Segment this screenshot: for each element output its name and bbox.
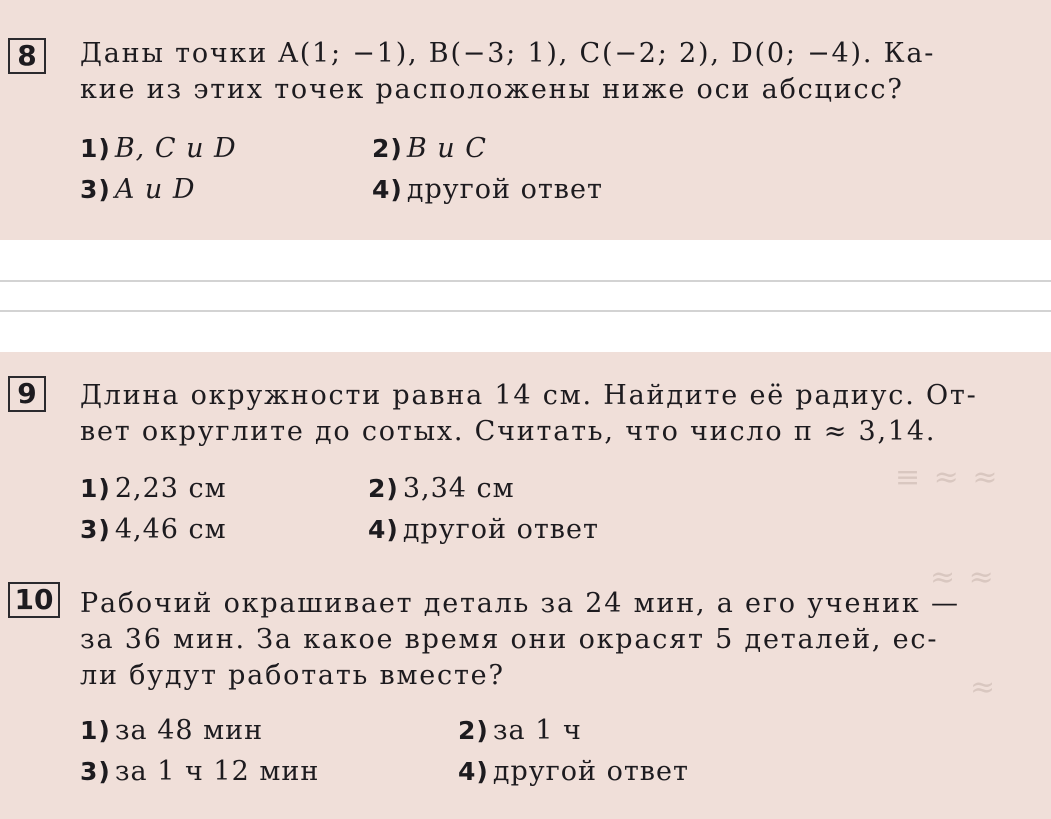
problem-10-stem-line-2: за 36 мин. За какое время они окрасят 5 деталей, ес-: [80, 624, 939, 655]
problem-9-option-2: [368, 468, 515, 509]
problem-9-stem: [80, 378, 978, 450]
option-text: другой ответ: [406, 174, 603, 205]
option-number: 1): [80, 134, 111, 163]
problem-8-number-box: [8, 38, 46, 74]
option-text: B и C: [406, 133, 487, 164]
problem-8-stem-line-2: кие из этих точек расположены ниже оси абсцисс?: [80, 74, 904, 105]
option-text: 2,23 см: [114, 473, 227, 504]
bleed-through-text: ≈: [970, 670, 998, 705]
option-text: за 1 ч 12 мин: [114, 756, 320, 787]
option-text: за 1 ч: [492, 715, 582, 746]
option-number: 3): [80, 175, 111, 204]
option-number: 3): [80, 757, 111, 786]
problem-8-option-3: [80, 169, 196, 210]
option-number: 3): [80, 515, 111, 544]
problem-9-number-box: [8, 376, 46, 412]
problem-9-option-4: [368, 509, 599, 550]
separator-line: [0, 310, 1051, 312]
option-number: 2): [372, 134, 403, 163]
problem-10-option-4: [458, 751, 689, 792]
problem-9-number: 9: [17, 377, 37, 410]
problem-10-number-box: [8, 582, 60, 618]
bleed-through-text: ≈ ≈: [930, 560, 996, 595]
option-text: 4,46 см: [114, 514, 227, 545]
scan-fragment-bottom: [0, 352, 1051, 819]
problem-10-option-2: [458, 710, 582, 751]
option-text: A и D: [114, 174, 196, 205]
problem-8-stem: [80, 36, 935, 108]
option-text: другой ответ: [402, 514, 599, 545]
problem-8-option-2: [372, 128, 487, 169]
problem-10-stem-line-1: Рабочий окрашивает деталь за 24 мин, а его ученик —: [80, 588, 960, 619]
scan-fragment-top: [0, 0, 1051, 240]
problem-8-number: 8: [17, 39, 37, 72]
option-number: 4): [458, 757, 489, 786]
problem-9-option-3: [80, 509, 227, 550]
problem-9-stem-line-2: вет округлите до сотых. Считать, что число π ≈ 3,14.: [80, 416, 937, 447]
problem-8-stem-line-1: Даны точки A(1; −1), B(−3; 1), C(−2; 2), D(0; −4). Ка-: [80, 38, 936, 69]
problem-10-stem: [80, 586, 960, 694]
problem-10-number: 10: [14, 583, 54, 616]
problem-10-stem-line-3: ли будут работать вместе?: [80, 660, 505, 691]
option-number: 4): [372, 175, 403, 204]
option-number: 1): [80, 474, 111, 503]
problem-10-option-1: [80, 710, 263, 751]
bleed-through-text: ≡ ≈ ≈: [895, 460, 1000, 495]
problem-10-option-3: [80, 751, 319, 792]
problem-9-option-1: [80, 468, 227, 509]
option-text: 3,34 см: [402, 473, 515, 504]
problem-9-stem-line-1: Длина окружности равна 14 см. Найдите её радиус. От-: [80, 380, 978, 411]
problem-8-option-1: [80, 128, 237, 169]
problem-8-option-4: [372, 169, 603, 210]
option-number: 4): [368, 515, 399, 544]
separator-line: [0, 280, 1051, 282]
option-number: 2): [368, 474, 399, 503]
option-text: за 48 мин: [114, 715, 264, 746]
option-text: B, C и D: [114, 133, 237, 164]
option-number: 1): [80, 716, 111, 745]
option-text: другой ответ: [492, 756, 689, 787]
option-number: 2): [458, 716, 489, 745]
